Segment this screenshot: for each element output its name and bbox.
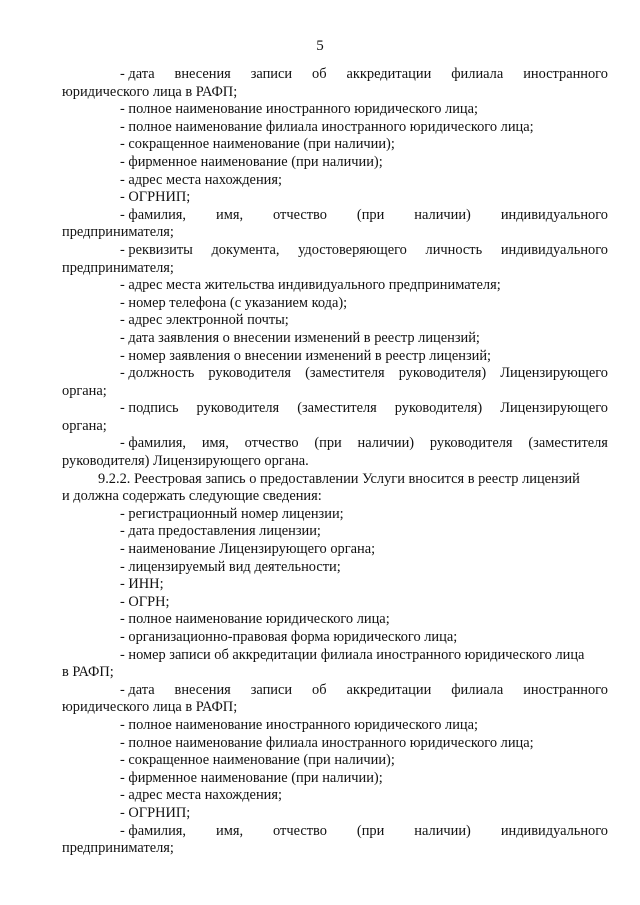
word: (заместителя xyxy=(297,400,377,417)
paragraph-start: 9.2.2. Реестровая запись о предоставлении Услуги вносится в реестр лицензий xyxy=(98,470,580,487)
list-item: - адрес электронной почты; xyxy=(120,312,289,329)
justified-list-line xyxy=(62,682,608,700)
word: наличии) xyxy=(414,822,471,839)
word: (заместителя xyxy=(305,365,385,382)
word: отчество xyxy=(244,435,299,452)
word: индивидуального xyxy=(500,241,608,258)
list-item: - фирменное наименование (при наличии); xyxy=(120,769,383,786)
list-item: - номер заявления о внесении изменений в реестр лицензий; xyxy=(120,347,492,364)
list-item: - организационно-правовая форма юридического лица; xyxy=(120,629,458,645)
continuation-line: в РАФП; xyxy=(62,664,114,681)
continuation-line: руководителя) Лицензирующего органа. xyxy=(62,453,309,470)
continuation-line: и должна содержать следующие сведения: xyxy=(62,488,322,505)
word: записи xyxy=(250,681,293,698)
list-item: - адрес места жительства индивидуального предпринимателя; xyxy=(120,277,501,294)
list-item: - наименование Лицензирующего органа; xyxy=(120,541,376,558)
word: филиала xyxy=(451,66,504,82)
list-item: - полное наименование юридического лица; xyxy=(120,611,390,628)
list-item: - полное наименование иностранного юридического лица; xyxy=(120,101,479,118)
continuation-line: органа; xyxy=(62,417,107,434)
list-item: - ОГРНИП; xyxy=(120,804,191,821)
document-body xyxy=(62,66,608,858)
word: аккредитации xyxy=(346,66,432,82)
word: - должность xyxy=(120,365,195,382)
word: руководителя xyxy=(208,365,292,382)
list-item: - номер записи об аккредитации филиала иностранного юридического лица xyxy=(120,646,585,663)
word: аккредитации xyxy=(346,681,432,698)
word: удостоверяющего xyxy=(298,241,407,258)
list-item: - номер телефона (с указанием кода); xyxy=(120,294,348,311)
word: руководителя xyxy=(196,400,280,417)
word: наличии) xyxy=(357,435,415,452)
list-item: - фирменное наименование (при наличии); xyxy=(120,153,383,170)
word: (при xyxy=(314,435,342,452)
word: отчество xyxy=(273,822,327,839)
word: - реквизиты xyxy=(120,241,193,258)
word: - фамилия, xyxy=(120,435,187,452)
list-item: - сокращенное наименование (при наличии); xyxy=(120,752,395,769)
list-item: - регистрационный номер лицензии; xyxy=(120,505,344,522)
word: (при xyxy=(356,822,385,839)
list-item: - ОГРНИП; xyxy=(120,189,191,206)
word: Лицензирующего xyxy=(500,400,608,417)
list-item: - дата предоставления лицензии; xyxy=(120,523,321,540)
word: наличии) xyxy=(414,206,471,223)
continuation-line: органа; xyxy=(62,382,107,399)
page-number: 5 xyxy=(316,38,324,54)
list-item: - ИНН; xyxy=(120,576,164,593)
list-item: - сокращенное наименование (при наличии); xyxy=(120,136,395,153)
word: внесения xyxy=(174,681,231,698)
justified-list-line xyxy=(62,242,608,260)
word: - подпись xyxy=(120,400,179,417)
justified-list-line xyxy=(62,823,608,841)
justified-list-line xyxy=(62,435,608,453)
word: личность xyxy=(425,241,483,258)
word: индивидуального xyxy=(500,822,608,839)
word: имя, xyxy=(201,435,229,452)
word: документа, xyxy=(211,241,280,258)
justified-list-line xyxy=(62,66,608,84)
word: (заместителя xyxy=(528,435,608,452)
justified-list-line xyxy=(62,400,608,418)
justified-list-line xyxy=(62,365,608,383)
word: об xyxy=(312,681,327,698)
continuation-line: предпринимателя; xyxy=(62,840,174,857)
word: имя, xyxy=(216,822,244,839)
list-item: - адрес места нахождения; xyxy=(120,787,282,804)
word: записи xyxy=(250,66,293,82)
word: имя, xyxy=(216,206,244,223)
word: Лицензирующего xyxy=(500,365,608,382)
word: иностранного xyxy=(523,66,608,82)
word: иностранного xyxy=(523,681,608,698)
justified-list-line xyxy=(62,207,608,225)
word: руководителя xyxy=(429,435,513,452)
list-item: - ОГРН; xyxy=(120,593,170,610)
word: - дата xyxy=(120,66,155,82)
word: (при xyxy=(356,206,385,223)
word: руководителя) xyxy=(394,400,483,417)
word: - дата xyxy=(120,681,155,698)
continuation-line: юридического лица в РАФП; xyxy=(62,83,238,100)
list-item: - адрес места нахождения; xyxy=(120,171,282,188)
word: внесения xyxy=(174,66,231,82)
word: руководителя) xyxy=(398,365,487,382)
word: индивидуального xyxy=(500,206,608,223)
list-item: - полное наименование иностранного юридического лица; xyxy=(120,716,479,733)
list-item: - лицензируемый вид деятельности; xyxy=(120,558,341,575)
list-item: - полное наименование филиала иностранного юридического лица; xyxy=(120,118,534,135)
continuation-line: предпринимателя; xyxy=(62,224,174,241)
word: - фамилия, xyxy=(120,822,187,839)
word: - фамилия, xyxy=(120,206,187,223)
continuation-line: предпринимателя; xyxy=(62,259,174,276)
word: филиала xyxy=(451,681,504,698)
list-item: - полное наименование филиала иностранного юридического лица; xyxy=(120,734,534,751)
list-item: - дата заявления о внесении изменений в реестр лицензий; xyxy=(120,329,480,346)
continuation-line: юридического лица в РАФП; xyxy=(62,699,238,716)
word: отчество xyxy=(273,206,327,223)
word: об xyxy=(312,66,327,82)
